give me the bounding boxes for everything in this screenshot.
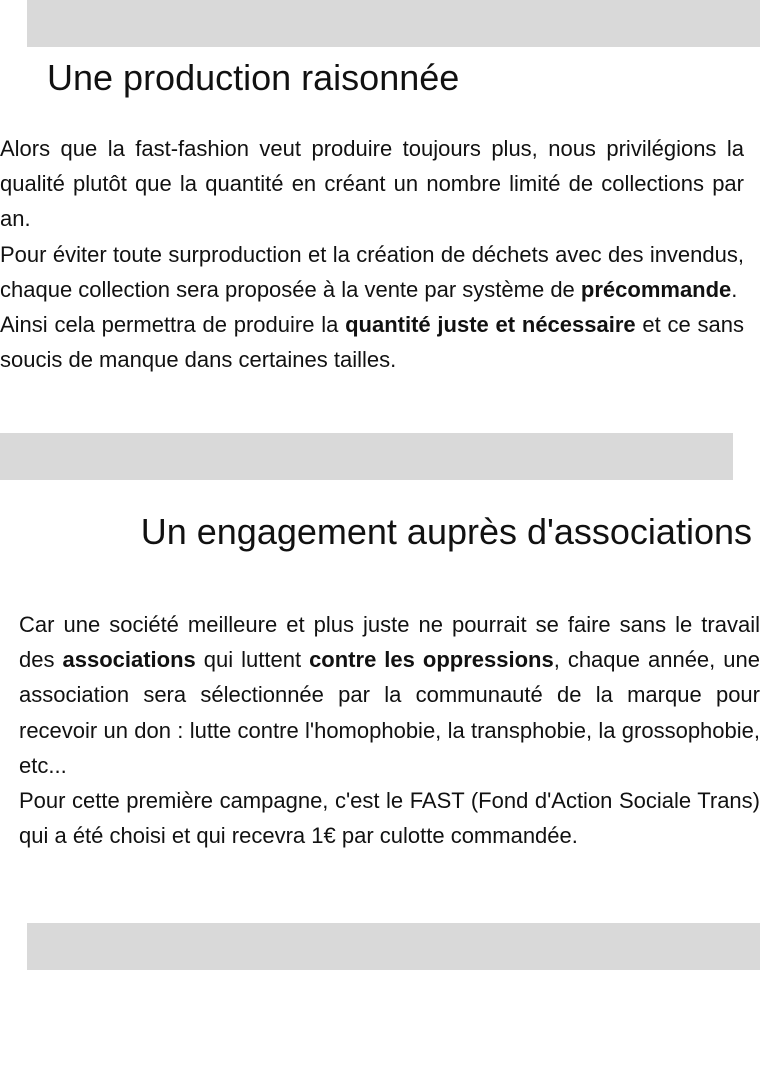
paragraph-campaign [19,783,760,853]
paragraph-text: Alors que la fast-fashion veut produire toujours plus, nous privilégions la qualité plutôt que la quantité en créant un nombre limité de collections par an. [0,136,744,232]
paragraph-text: Pour cette première campagne, c'est le FAST (Fond d'Action Sociale Trans) qui a été choisi et qui recevra 1€ par culotte commandée. [19,788,760,849]
section-title-associations: Un engagement auprès d'associations [140,511,752,552]
emphasis-associations: associations [62,647,196,673]
paragraph-fast-fashion [0,131,744,237]
paragraph-text: Pour éviter toute surproduction et la création de déchets avec des invendus, chaque collection sera proposée à la vente par système de [0,241,744,302]
section-body-associations [19,607,760,853]
paragraph-associations [19,607,760,783]
paragraph-text: qui luttent [195,647,310,673]
paragraph-quantity [0,307,744,377]
paragraph-text: et ce sans soucis de manque dans certaines tailles. [0,312,744,373]
section-title-production: Une production raisonnée [47,57,460,98]
divider-bar-bottom [27,923,760,970]
emphasis-oppressions: contre les oppressions [309,647,554,673]
emphasis-quantity: quantité juste et nécessaire [345,312,636,338]
paragraph-text: Ainsi cela permettra de produire la [0,312,346,338]
paragraph-text: , chaque année, une association sera sélectionnée par la communauté de la marque pour recevoir un don : lutte contre l'homophobie, la transphobie, la grossophobie, etc... [19,647,760,778]
section-body-production [0,131,744,377]
divider-bar-middle [0,433,733,480]
paragraph-text: . [731,276,738,302]
paragraph-preorder [0,237,744,307]
paragraph-text: Car une société meilleure et plus juste ne pourrait se faire sans le travail des [19,612,760,673]
divider-bar-top [27,0,760,47]
emphasis-preorder: précommande [580,276,732,302]
